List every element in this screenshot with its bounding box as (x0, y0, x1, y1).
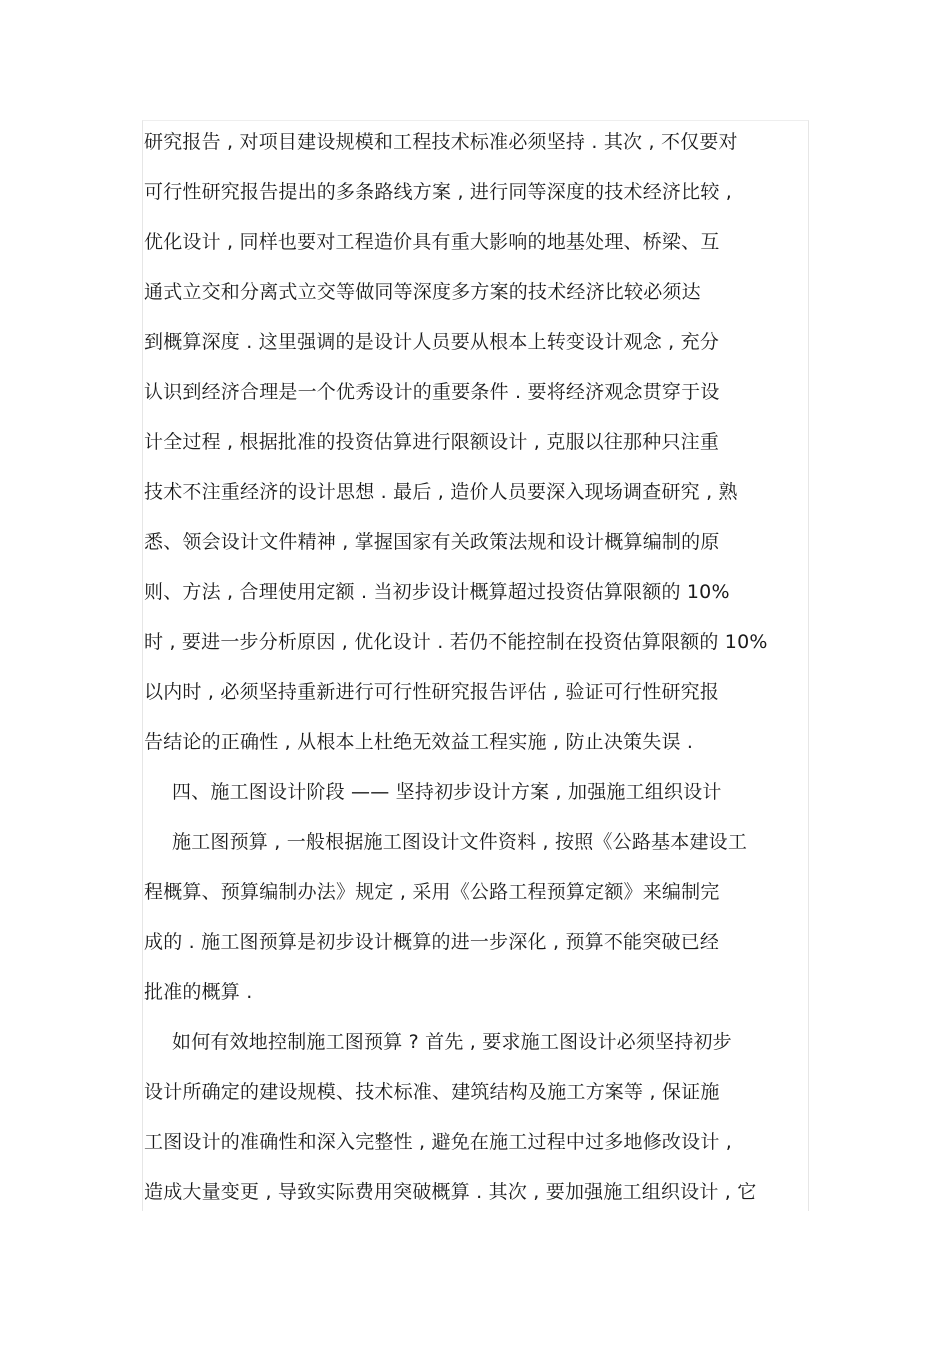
text-line: 告结论的正确性 , 从根本上杜绝无效益工程实施 , 防止决策失误 . (144, 731, 694, 753)
text-line: 设计所确定的建设规模、技术标准、建筑结构及施工方案等 , 保证施 (144, 1081, 720, 1103)
text-line: 工图设计的准确性和深入完整性 , 避免在施工过程中过多地修改设计 , (144, 1131, 732, 1153)
text-line: 通式立交和分离式立交等做同等深度多方案的技术经济比较必须达 (144, 281, 701, 303)
text-line: 时 , 要进一步分析原因 , 优化设计 . 若仍不能控制在投资估算限额的 10% (144, 631, 768, 653)
text-line: 批准的概算 . (144, 981, 253, 1003)
section-heading: 四、施工图设计阶段 —— 坚持初步设计方案 , 加强施工组织设计 (172, 781, 722, 803)
document-body (144, 124, 864, 1224)
text-line: 悉、领会设计文件精神 , 掌握国家有关政策法规和设计概算编制的原 (144, 531, 720, 553)
paragraph-start-line: 施工图预算 , 一般根据施工图设计文件资料 , 按照《公路基本建设工 (172, 831, 748, 853)
paragraph-start-line: 如何有效地控制施工图预算 ? 首先 , 要求施工图设计必须坚持初步 (172, 1031, 732, 1053)
text-line: 优化设计 , 同样也要对工程造价具有重大影响的地基处理、桥梁、互 (144, 231, 720, 253)
text-line: 程概算、预算编制办法》规定 , 采用《公路工程预算定额》来编制完 (144, 881, 720, 903)
text-line: 造成大量变更 , 导致实际费用突破概算 . 其次 , 要加强施工组织设计 , 它 (144, 1181, 757, 1203)
text-line: 技术不注重经济的设计思想 . 最后 , 造价人员要深入现场调查研究 , 熟 (144, 481, 738, 503)
text-line: 计全过程 , 根据批准的投资估算进行限额设计 , 克服以往那种只注重 (144, 431, 720, 453)
text-line: 到概算深度 . 这里强调的是设计人员要从根本上转变设计观念 , 充分 (144, 331, 720, 353)
text-line: 则、方法 , 合理使用定额 . 当初步设计概算超过投资估算限额的 10% (144, 581, 730, 603)
text-line: 认识到经济合理是一个优秀设计的重要条件 . 要将经济观念贯穿于设 (144, 381, 720, 403)
text-line: 研究报告 , 对项目建设规模和工程技术标准必须坚持 . 其次 , 不仅要对 (144, 131, 738, 153)
text-line: 可行性研究报告提出的多条路线方案 , 进行同等深度的技术经济比较 , (144, 181, 732, 203)
text-line: 成的 . 施工图预算是初步设计概算的进一步深化 , 预算不能突破已经 (144, 931, 720, 953)
text-line: 以内时 , 必须坚持重新进行可行性研究报告评估 , 验证可行性研究报 (144, 681, 720, 703)
